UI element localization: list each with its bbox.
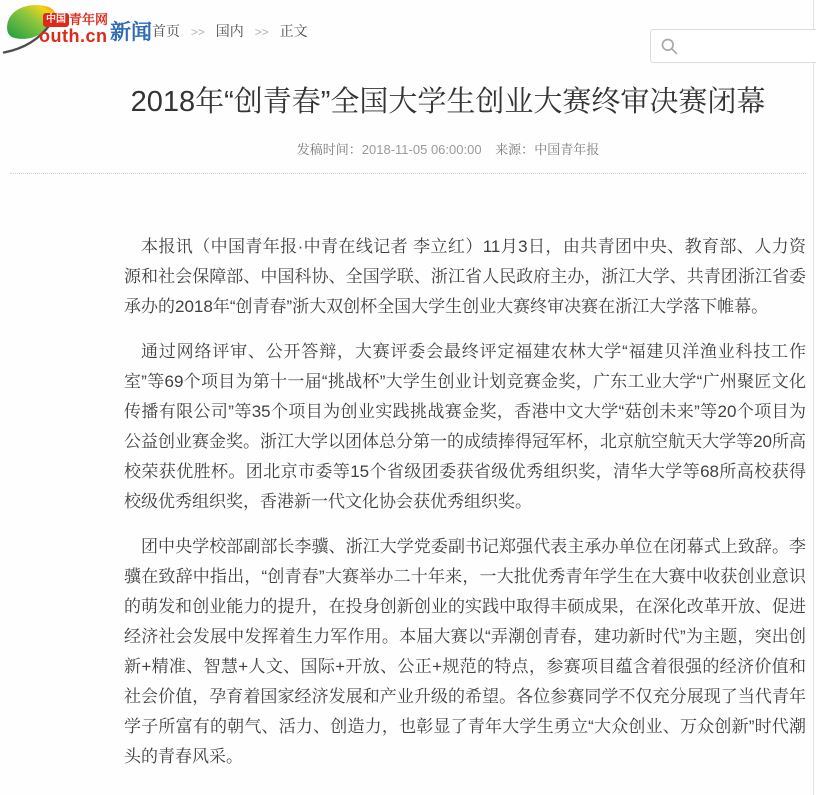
breadcrumb-home[interactable]: 首页 — [152, 23, 180, 39]
source-label: 来源： — [495, 142, 535, 157]
search-box[interactable] — [650, 29, 816, 63]
search-input[interactable] — [685, 37, 816, 55]
breadcrumb-section[interactable]: 国内 — [215, 23, 244, 39]
source-value: 中国青年报 — [534, 142, 600, 157]
search-icon — [660, 37, 679, 56]
article-paragraph: 本报讯（中国青年报·中青在线记者 李立红）11月3日，由共青团中央、教育部、人力资源和社会保障部、中国科协、全国学联、浙江省人民政府主办，浙江大学、共青团浙江省委承办的2018年“创青春”浙大双创杯全国大学生创业大赛终审决赛在浙江大学落下帷幕。 — [124, 237, 806, 316]
logo-brand-en: outh.cn — [39, 26, 108, 46]
publish-time-value: 2018-11-05 06:00:00 — [361, 142, 482, 157]
channel-link-news[interactable]: 新闻 — [110, 21, 152, 44]
logo-china-badge: 中国 — [43, 13, 69, 27]
article-paragraph: 通过网络评审、公开答辩，大赛评委会最终评定福建农林大学“福建贝洋渔业科技工作室”等69个项目为第十一届“挑战杯”大学生创业计划竞赛金奖，广东工业大学“广州聚匠文化传播有限公司”等35个项目为创业实践挑战赛金奖，香港中文大学“菇创未来”等20个项目为公益创业赛金奖。浙江大学以团体总分第一的成绩捧得冠军杯，北京航空航天大学等20所高校荣获优胜杯。团北京市委等15个省级团委获省级优秀组织奖，清华大学等68所高校获得校级优秀组织奖，香港新一代文化协会获优秀组织奖。 — [124, 342, 806, 511]
breadcrumb-separator: >> — [254, 25, 269, 39]
site-header — [0, 0, 816, 70]
article-meta — [90, 139, 806, 158]
page-right-border — [813, 0, 814, 795]
article-paragraph: 团中央学校部副部长李骥、浙江大学党委副书记郑强代表主承办单位在闭幕式上致辞。李骥在致辞中指出，“创青春”大赛举办二十年来，一大批优秀青年学生在大赛中收获创业意识的萌发和创业能力的提升，在投身创新创业的实践中取得丰硕成果，在深化改革开放、促进经济社会发展中发挥着生力军作用。本届大赛以“弄潮创青春，建功新时代”为主题，突出创新+精准、智慧+人文、国际+开放、公正+规范的特点，参赛项目蕴含着很强的经济价值和社会价值，孕育着国家经济发展和产业升级的希望。各位参赛同学不仅充分展现了当代青年学子所富有的朝气、活力、创造力，也彰显了青年大学生勇立“大众创业、万众创新”时代潮头的青春风采。 — [124, 537, 806, 766]
article-body — [124, 174, 806, 772]
breadcrumb — [152, 21, 308, 41]
breadcrumb-current: 正文 — [279, 23, 308, 39]
article-header — [0, 70, 816, 158]
publish-time-label: 发稿时间： — [296, 142, 362, 157]
article-title: 2018年“创青春”全国大学生创业大赛终审决赛闭幕 — [130, 86, 766, 118]
breadcrumb-separator: >> — [190, 25, 205, 39]
logo-brand-cn: 青年网 — [69, 12, 109, 27]
